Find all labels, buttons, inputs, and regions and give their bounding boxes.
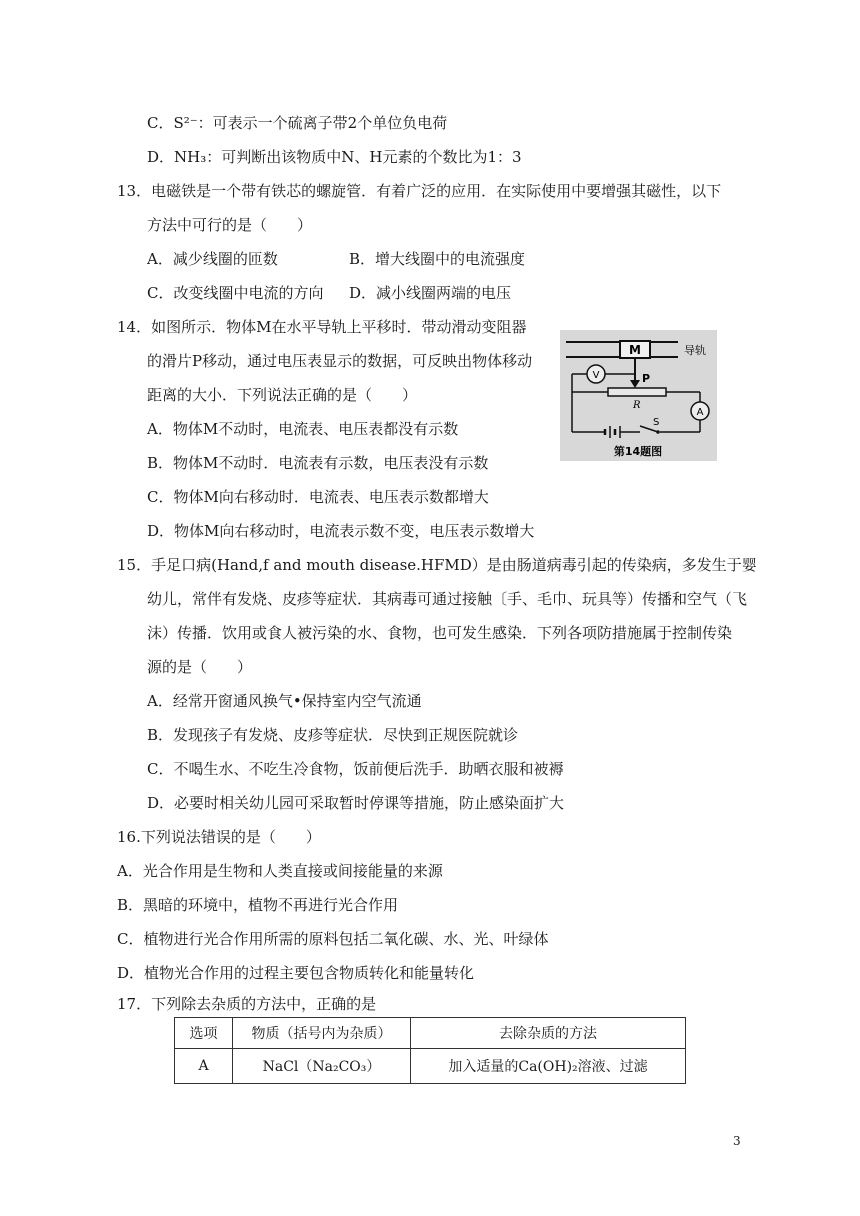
table-cell: A [175,1049,233,1084]
question-15-option-c: C．不喝生水、不吃生冷食物，饭前便后洗手．助晒衣服和被褥 [147,760,564,778]
question-14-option-b: B．物体M不动时．电流表有示数，电压表没有示数 [147,454,489,472]
question-15-option-a: A．经常开窗通风换气•保持室内空气流通 [147,692,422,710]
question-14-stem: 14．如图所示．物体M在水平导轨上平移时．带动滑动变阻器 [117,318,527,336]
table-cell: 加入适量的Ca(OH)₂溶液、过滤 [411,1049,686,1084]
circuit-figure [560,330,717,461]
question-15-stem-cont2: 沫）传播．饮用或食人被污染的水、食物，也可发生感染．下列各项防措施属于控制传染 [147,624,733,642]
resistor-r [608,388,666,396]
question-15-stem: 15．手足口病(Hand,f and mouth disease.HFMD）是由肠道病毒引起的传染病，多发生于婴 [117,556,757,574]
question-14-option-d: D．物体M向右移动时，电流表示数不变，电压表示数增大 [147,522,535,540]
table-header-cell: 去除杂质的方法 [411,1018,686,1049]
question-16-stem: 16.下列说法错误的是（ ） [117,828,321,846]
rail-label: 导轨 [684,344,706,357]
question-13-option-d: D．减小线圈两端的电压 [349,284,512,302]
question-16-option-c: C．植物进行光合作用所需的原料包括二氧化碳、水、光、叶绿体 [117,930,549,948]
table-header-row [175,1018,686,1049]
table-row [175,1049,686,1084]
v-label: V [592,370,600,381]
question-14-option-a: A．物体M不动时，电流表、电压表都没有示数 [147,420,459,438]
page-number: 3 [733,1134,741,1148]
question-14-stem-cont2: 距离的大小．下列说法正确的是（ ） [147,386,418,404]
table-header-cell: 选项 [175,1018,233,1049]
question-15-stem-cont3: 源的是（ ） [147,658,253,676]
question-15-option-b: B．发现孩子有发烧、皮疹等症状．尽快到正规医院就诊 [147,726,519,744]
question-14-stem-cont: 的滑片P移动，通过电压表显示的数据，可反映出物体移动 [147,352,533,370]
m-label: M [629,343,641,357]
p-label: P [642,372,651,385]
table-header-cell: 物质（括号内为杂质） [233,1018,411,1049]
table-cell: NaCl（Na₂CO₃） [233,1049,411,1084]
question-13-option-b: B．增大线圈中的电流强度 [349,250,526,268]
a-label: A [696,407,704,418]
question-13-stem: 13．电磁铁是一个带有铁芯的螺旋管．有着广泛的应用．在实际使用中要增强其磁性，以下 [117,182,722,200]
question-15-stem-cont: 幼儿，常伴有发烧、皮疹等症状．其病毒可通过接触〔手、毛巾、玩具等）传播和空气（飞 [147,590,748,608]
figure-caption: 第14题图 [613,445,663,458]
question-14-option-c: C．物体M向右移动时．电流表、电压表示数都增大 [147,488,489,506]
s-label: S [653,417,660,428]
question-16-option-b: B．黑暗的环境中，植物不再进行光合作用 [117,896,399,914]
question-13-option-a: A．减少线圈的匝数 [147,250,278,268]
question-13-stem-cont: 方法中可行的是（ ） [147,216,313,234]
question-13-option-c: C．改变线圈中电流的方向 [147,284,324,302]
question-16-option-a: A．光合作用是生物和人类直接或间接能量的来源 [117,862,443,880]
option-c-line: C．S²⁻：可表示一个硫离子带2个单位负电荷 [147,114,448,132]
question-17-stem: 17．下列除去杂质的方法中，正确的是 [117,995,377,1013]
r-label: R [633,400,641,411]
impurity-table [174,1017,686,1084]
question-15-option-d: D．必要时相关幼儿园可采取暂时停课等措施，防止感染面扩大 [147,794,565,812]
option-d-line: D．NH₃：可判断出该物质中N、H元素的个数比为1：3 [147,148,522,166]
question-16-option-d: D．植物光合作用的过程主要包含物质转化和能量转化 [117,964,475,982]
